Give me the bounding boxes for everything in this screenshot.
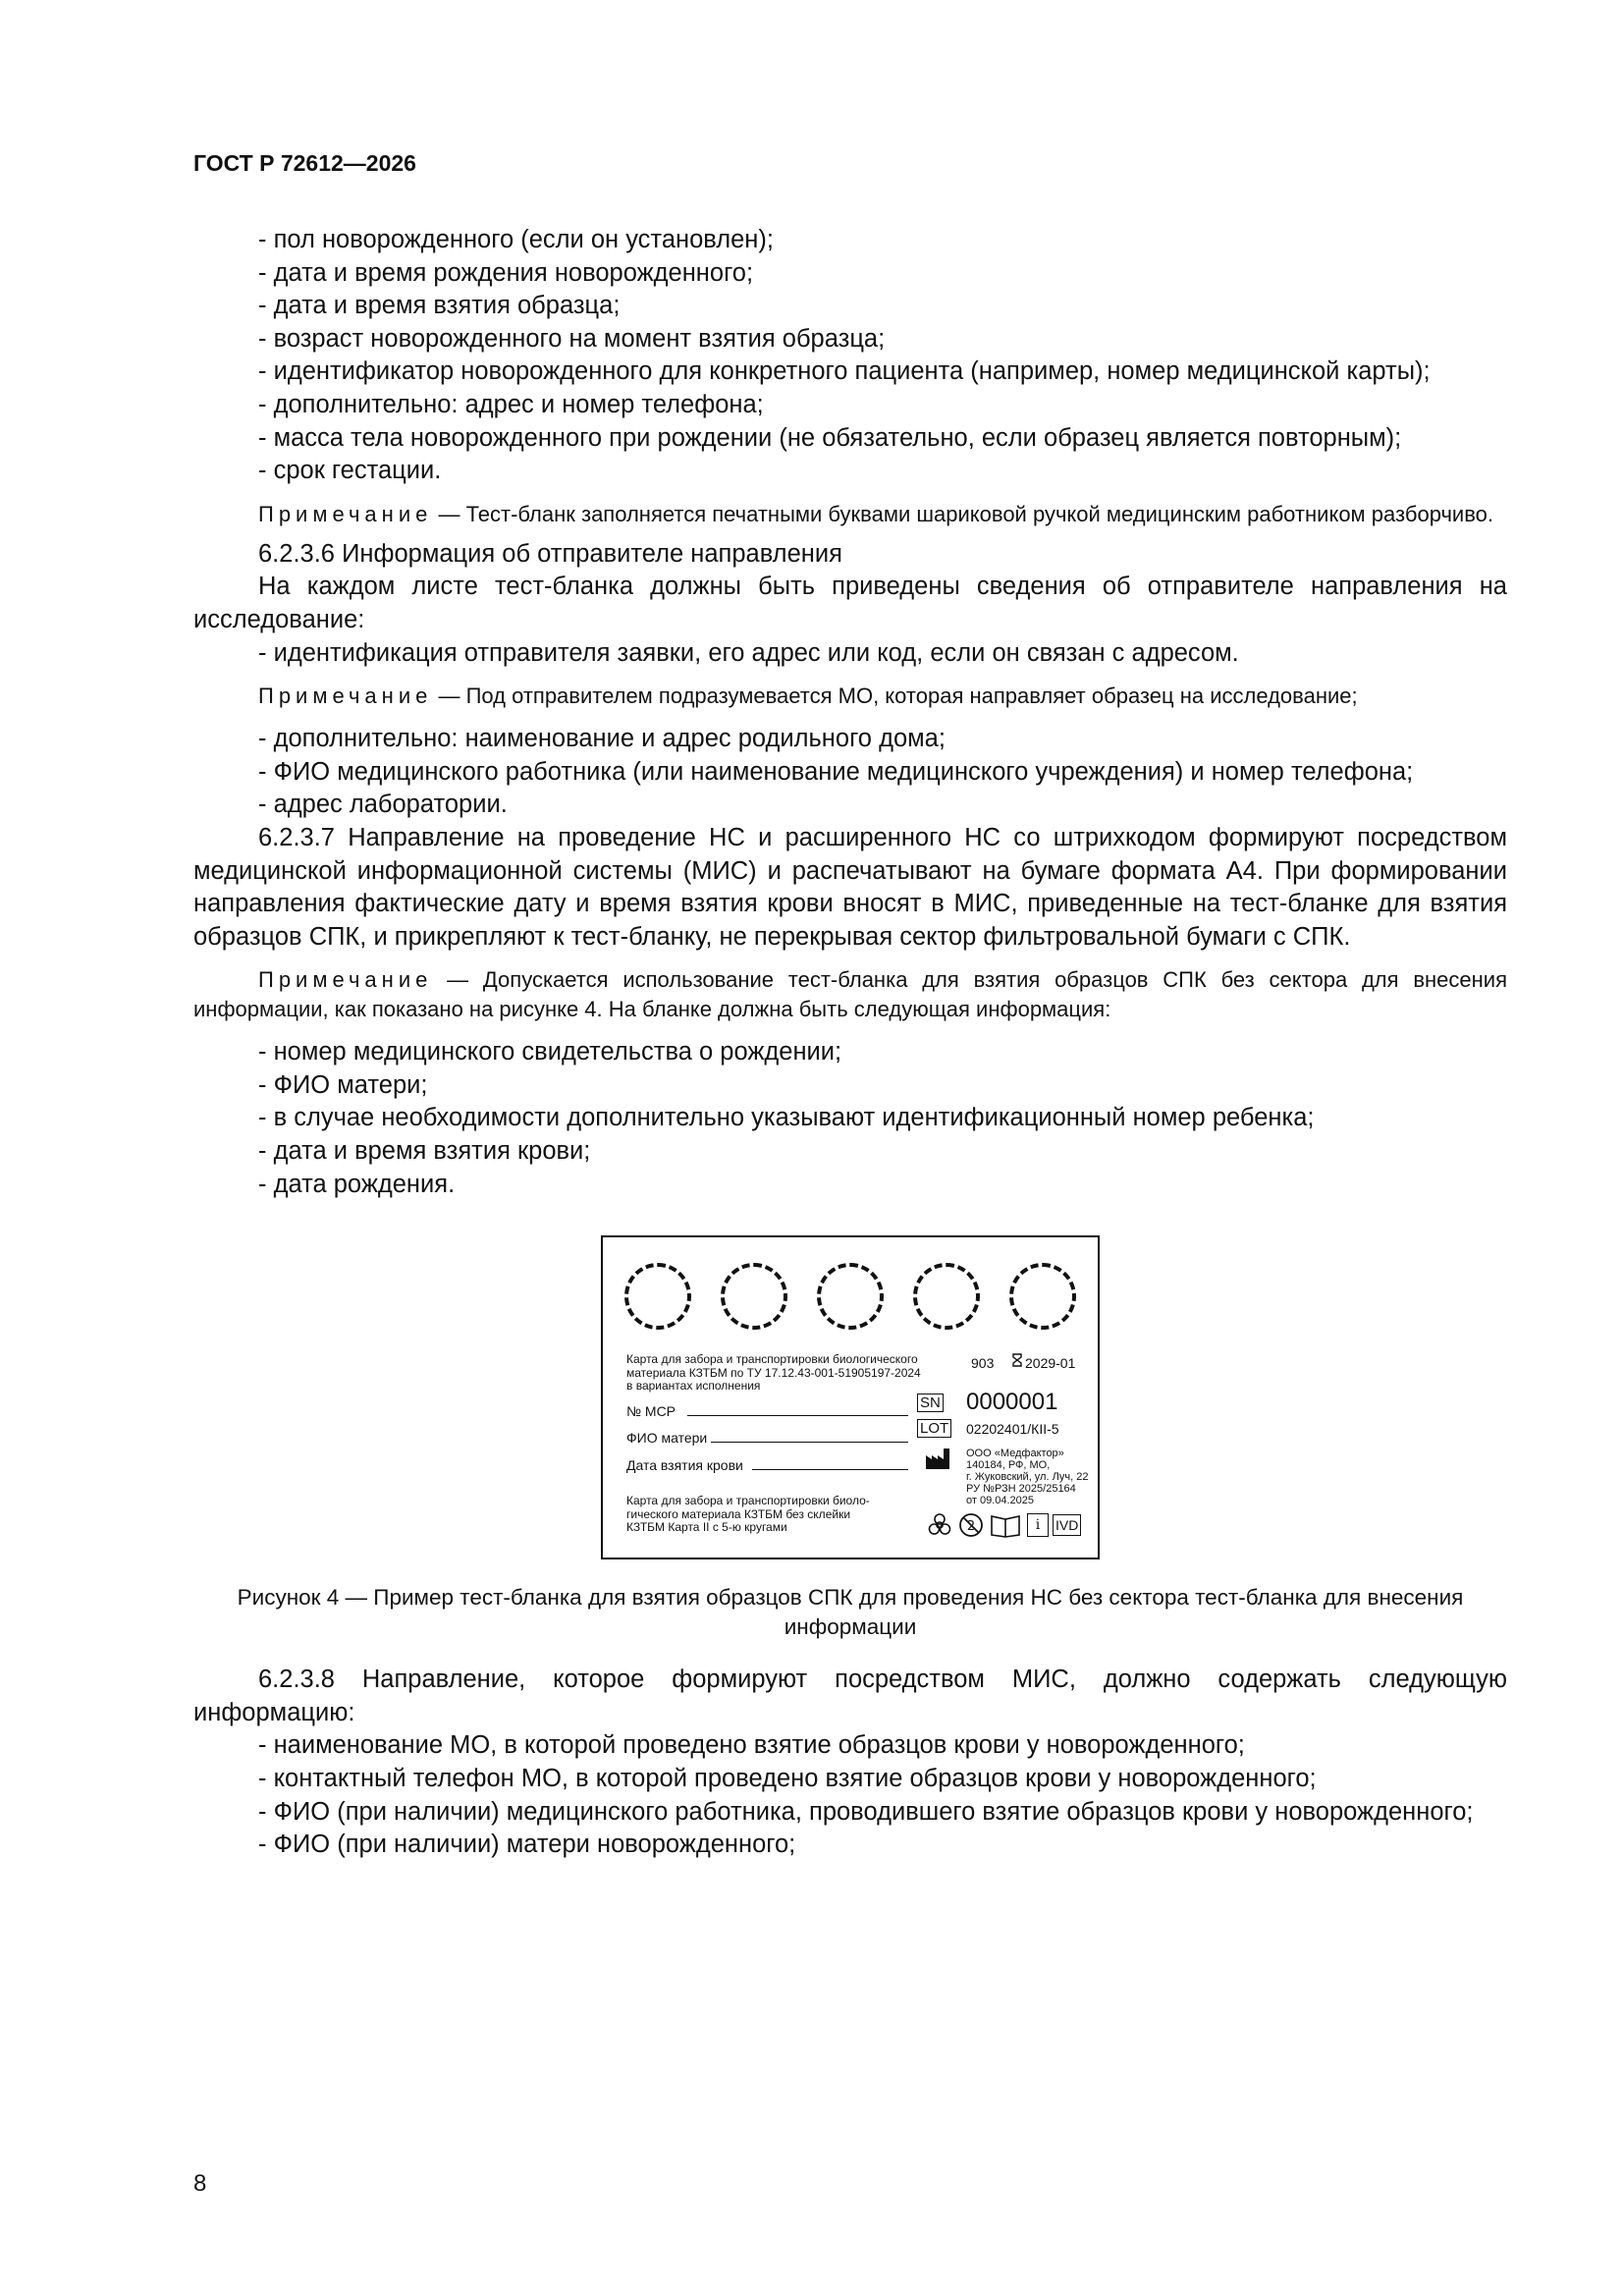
note-1 (193, 500, 1507, 529)
list-item: - срок гестации. (258, 457, 442, 485)
hourglass-icon (1012, 1353, 1022, 1367)
blood-spot-circle (624, 1263, 691, 1330)
section-6-2-3-8: 6.2.3.8 Направление, которое формируют посредством МИС, должно содержать следующую информацию: (193, 1666, 1507, 1726)
blood-spot-circle (913, 1263, 980, 1330)
list-item: - контактный телефон МО, в которой проведено взятие образцов крови у новорожденного; (258, 1765, 1317, 1793)
list-item: - пол новорожденного (если он установлен); (258, 226, 774, 253)
test-blank-figure (601, 1235, 1100, 1559)
note-2 (193, 682, 1507, 711)
list-item: - наименование МО, в которой проведено взятие образцов крови у новорожденного; (258, 1731, 1245, 1760)
blood-spot-circle (1009, 1263, 1076, 1330)
main-content (193, 224, 1507, 1862)
sn-value: 0000001 (966, 1389, 1058, 1416)
blood-spot-circle (817, 1263, 884, 1330)
lot-label: LOT (917, 1419, 951, 1438)
card-description: Карта для забора и транспортировки биоло- гического материала КЗТБМ без склейки КЗТБМ Карта II с 5-ю кругами (626, 1494, 870, 1535)
field-label-date: Дата взятия крови (626, 1457, 743, 1474)
list-item: - идентификация отправителя заявки, его адрес или код, если он связан с адресом. (258, 638, 1239, 667)
list-item: - ФИО медицинского работника (или наименование медицинского учреждения) и номер телефона; (258, 757, 1414, 786)
list-item: - идентификатор новорожденного для конкретного пациента (например, номер медицинской карты); (258, 357, 1431, 386)
note-text: — Под отправителем подразумевается МО, которая направляет образец на исследование; (432, 683, 1358, 709)
list-item: - ФИО матери; (258, 1070, 428, 1099)
sn-label: SN (917, 1394, 944, 1412)
figure-caption: Рисунок 4 — Пример тест-бланка для взятия образцов СПК для проведения НС без сектора тест-бланка для внесения информации (237, 1585, 1464, 1640)
card-title: Карта для забора и транспортировки биологического материала КЗТБМ по ТУ 17.12.43-001-51905197-2024 в вариантах исполнения (626, 1352, 921, 1394)
manufacturer-icon (925, 1447, 950, 1470)
note-3 (193, 965, 1507, 1024)
section-title-6-2-3-6: 6.2.3.6 Информация об отправителе направления (258, 539, 842, 568)
list-item: - дата и время взятия крови; (258, 1137, 591, 1166)
field-label-mother: ФИО матери (626, 1430, 708, 1447)
document-header: ГОСТ Р 72612—2026 (193, 150, 416, 176)
list-item: - возраст новорожденного на момент взятия образца; (258, 324, 886, 353)
lot-value: 02202401/КII-5 (966, 1421, 1059, 1438)
list-item: - дата и время взятия образца; (258, 292, 621, 320)
note-label: Примечание (258, 967, 433, 993)
manufacturer-info: ООО «Медфактор» 140184, РФ, МО, г. Жуковский, ул. Луч, 22 РУ №РЗН 2025/25164 от 09.04.2025 (966, 1448, 1089, 1507)
section-6-2-3-7: 6.2.3.7 Направление на проведение НС и расширенного НС со штрихкодом формируют посредством медицинской информационной системы (МИС) и распечатывают на бумаге формата А4. При формировании направления фактические дату и время взятия крови вносят в МИС, приведенные на тест-бланке для взятия образцов СПК, и прикрепляют к тест-бланку, не перекрывая сектор фильтровальной бумаги с СПК. (193, 823, 1507, 951)
list-item: - масса тела новорожденного при рождении (не обязательно, если образец является повторным); (258, 423, 1402, 452)
note-label: Примечание (258, 683, 433, 709)
page-number: 8 (193, 2170, 207, 2197)
biohazard-icon (927, 1512, 952, 1538)
info-icon: i (1027, 1513, 1049, 1537)
list-item: - дополнительно: адрес и номер телефона; (258, 390, 764, 418)
list-item: - в случае необходимости дополнительно указывают идентификационный номер ребенка; (258, 1104, 1315, 1132)
section-lead: На каждом листе тест-бланка должны быть приведены сведения об отправителе направления на исследование: (193, 573, 1507, 633)
list-item: - дата и время рождения новорожденного; (258, 258, 754, 287)
blood-spot-circle (721, 1263, 787, 1330)
field-label-msr: № МСР (626, 1403, 676, 1420)
do-not-reuse-icon (958, 1512, 984, 1538)
expiry-date: 2029-01 (1025, 1355, 1076, 1372)
svg-text:2: 2 (966, 1519, 976, 1535)
list-item: - ФИО (при наличии) матери новорожденного; (258, 1831, 796, 1859)
list-item: - дата рождения. (258, 1170, 456, 1198)
ref-number: 903 (971, 1355, 995, 1372)
note-text: — Тест-бланк заполняется печатными буквами шариковой ручкой медицинским работником разборчиво. (432, 501, 1493, 526)
field-line (711, 1442, 908, 1443)
ivd-label: IVD (1053, 1514, 1081, 1536)
list-item: - номер медицинского свидетельства о рождении; (258, 1038, 842, 1066)
field-line (687, 1415, 908, 1416)
note-label: Примечание (258, 501, 433, 526)
list-item: - адрес лаборатории. (258, 791, 508, 819)
list-item: - ФИО (при наличии) медицинского работника, проводившего взятие образцов крови у новорожденного; (258, 1797, 1474, 1826)
field-line (752, 1469, 908, 1470)
instructions-book-icon (990, 1512, 1021, 1538)
list-item: - дополнительно: наименование и адрес родильного дома; (258, 725, 946, 753)
note-text: — Допускается использование тест-бланка для взятия образцов СПК без сектора для внесения информации, как показано на рисунке 4. На бланке должна быть следующая информация: (193, 967, 1507, 1022)
